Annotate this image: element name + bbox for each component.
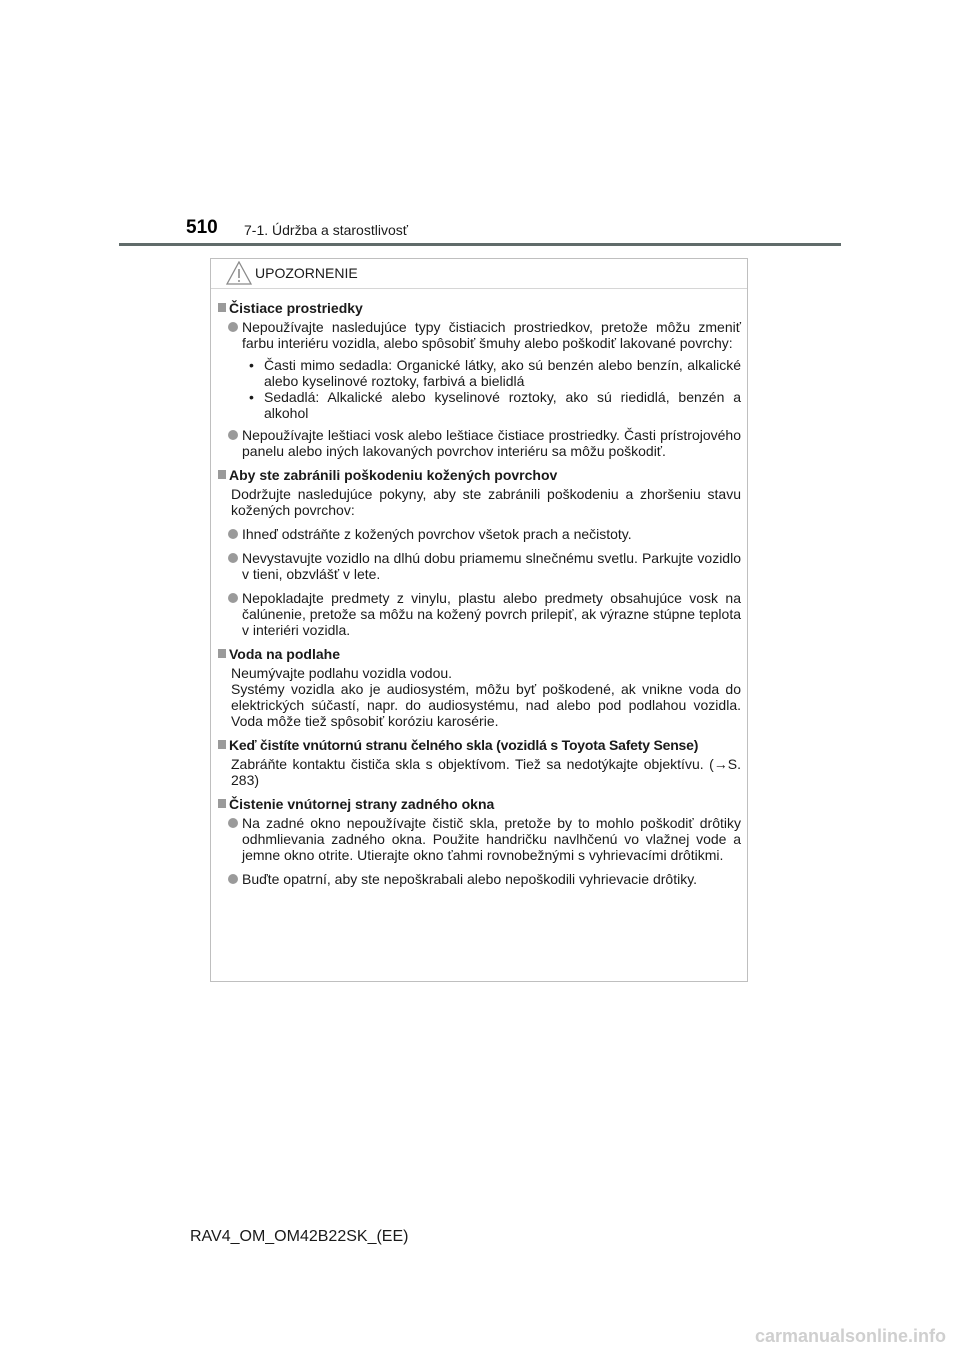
paragraph-text: Zabráňte kontaktu čističa skla s objektívom. Tiež sa nedotýkajte objektívu. (→S. 283) xyxy=(231,756,741,788)
warning-triangle-icon xyxy=(226,261,252,285)
footer-model-code: RAV4_OM_OM42B22SK_(EE) xyxy=(190,1228,409,1245)
paragraph-text: Neumývajte podlahu vozidla vodou. xyxy=(231,665,453,681)
bullet-item: Ihneď odstráňte z kožených povrchov všetok prach a nečistoty. xyxy=(218,526,741,542)
heading-leather-surfaces: Aby ste zabránili poškodeniu kožených povrchov xyxy=(218,467,741,483)
heading-rear-window: Čistenie vnútornej strany zadného okna xyxy=(218,796,741,812)
bullet-item: Nepoužívajte nasledujúce typy čistiacich prostriedkov, pretože môžu zmeniť farbu interiéru vozidla, alebo spôsobiť šmuhy alebo poškodiť lakované povrchy: xyxy=(218,319,741,351)
warning-label: UPOZORNENIE xyxy=(255,265,358,281)
heading-floor-water: Voda na podlahe xyxy=(218,646,741,662)
section-title: 7-1. Údržba a starostlivosť xyxy=(244,222,408,238)
warning-box xyxy=(210,258,748,982)
intro-text: Dodržujte nasledujúce pokyny, aby ste zabránili poškodeniu a zhoršeniu stavu kožených povrchov: xyxy=(231,486,741,518)
watermark: carmanualsonline.info xyxy=(754,1326,946,1346)
page-number: 510 xyxy=(186,217,218,238)
sub-item: • Sedadlá: Alkalické alebo kyselinové roztoky, ako sú riedidlá, benzén a alkohol xyxy=(218,389,741,421)
bullet-item: Nepokladajte predmety z vinylu, plastu alebo predmety obsahujúce vosk na čalúnenie, pretože sa môžu na kožený povrch prilepiť, ak výrazne stúpne teplota v interiéri vozidla. xyxy=(218,590,741,638)
bullet-item: Nevystavujte vozidlo na dlhú dobu priamemu slnečnému svetlu. Parkujte vozidlo v tieni, obzvlášť v lete. xyxy=(218,550,741,582)
bullet-item: Buďte opatrní, aby ste nepoškrabali alebo nepoškodili vyhrievacie drôtiky. xyxy=(218,871,741,887)
bullet-item: Nepoužívajte leštiaci vosk alebo leštiace čistiace prostriedky. Časti prístrojového panelu alebo iných lakovaných povrchov interiéru sa môžu poškodiť. xyxy=(218,427,741,459)
warning-header xyxy=(211,259,747,289)
heading-windshield: Keď čistíte vnútornú stranu čelného skla (vozidlá s Toyota Safety Sense) xyxy=(218,737,741,753)
bullet-item: Na zadné okno nepoužívajte čistič skla, pretože by to mohlo poškodiť drôtiky odhmlievania zadného okna. Použite handričku navlhčenú vo vlažnej vode a jemne okno otrite. Utierajte okno ťahmi rovnobežnými s vyhrievacími drôtikmi. xyxy=(218,815,741,863)
sub-item: • Časti mimo sedadla: Organické látky, ako sú benzén alebo benzín, alkalické alebo kyselinové roztoky, farbivá a bielidlá xyxy=(218,357,741,389)
heading-cleaning-agents: Čistiace prostriedky xyxy=(218,300,741,316)
paragraph-text: Systémy vozidla ako je audiosystém, môžu byť poškodené, ak vnikne voda do elektrických súčastí, napr. do audiosystému, nad alebo pod podlahou vozidla. Voda môže tiež spôsobiť koróziu karosérie. xyxy=(231,681,741,729)
warning-body xyxy=(211,289,747,887)
header-rule xyxy=(119,243,841,246)
